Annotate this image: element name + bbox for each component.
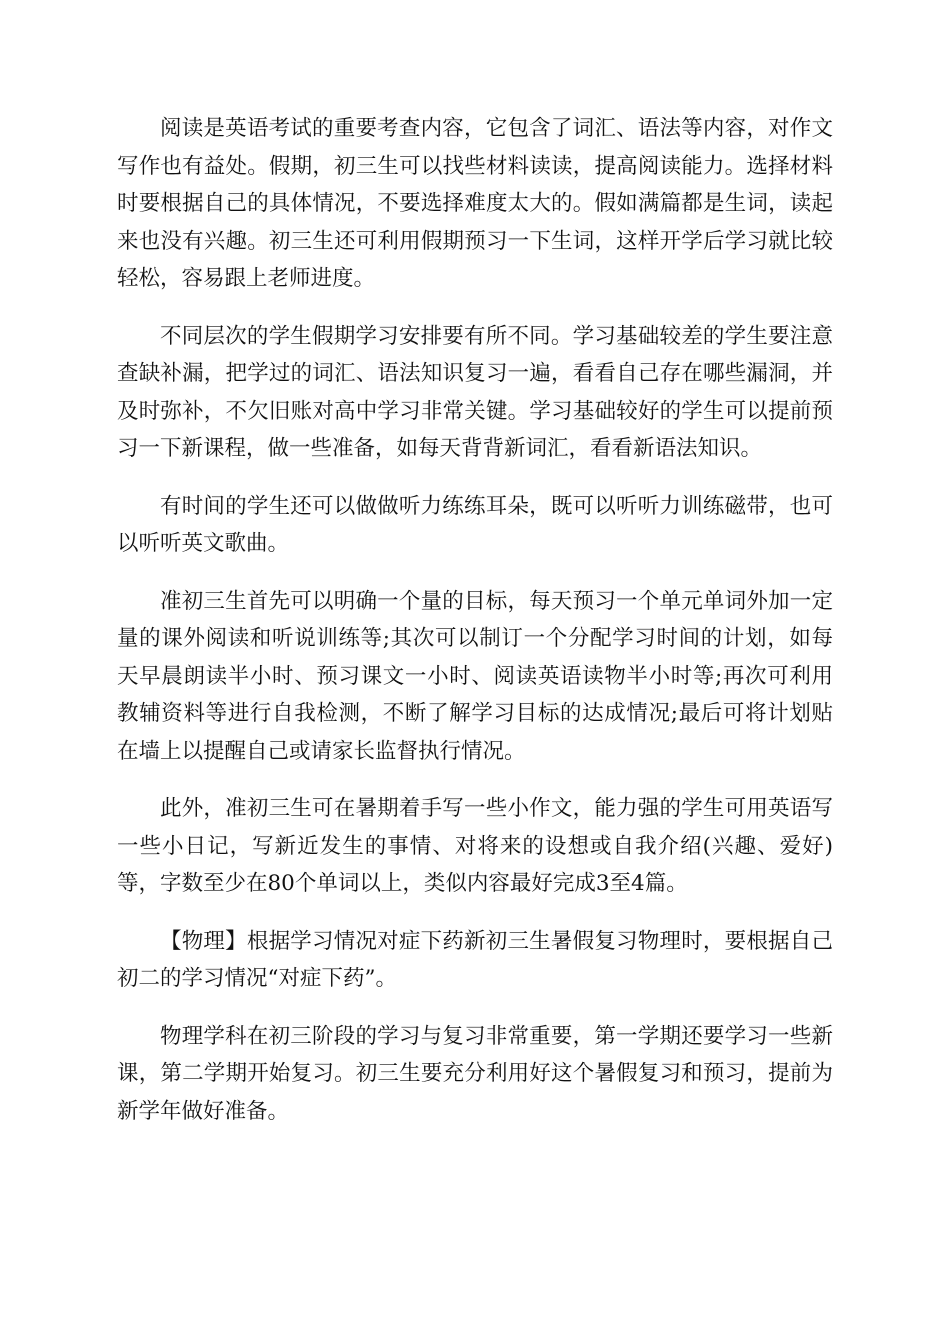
paragraph-physics-heading: 【物理】根据学习情况对症下药新初三生暑假复习物理时，要根据自己初二的学习情况“对症下药”。 xyxy=(117,928,833,991)
paragraph-study-levels: 不同层次的学生假期学习安排要有所不同。学习基础较差的学生要注意查缺补漏，把学过的词汇、语法知识复习一遍，看看自己存在哪些漏洞，并及时弥补，不欠旧账对高中学习非常关键。学习基础较好的学生可以提前预习一下新课程，做一些准备，如每天背背新词汇，看看新语法知识。 xyxy=(117,323,833,461)
paragraph-listening: 有时间的学生还可以做做听力练练耳朵，既可以听听力训练磁带，也可以听听英文歌曲。 xyxy=(117,493,833,556)
paragraph-english-reading: 阅读是英语考试的重要考查内容，它包含了词汇、语法等内容，对作文写作也有益处。假期，初三生可以找些材料读读，提高阅读能力。选择材料时要根据自己的具体情况，不要选择难度太大的。假如满篇都是生词，读起来也没有兴趣。初三生还可利用假期预习一下生词，这样开学后学习就比较轻松，容易跟上老师进度。 xyxy=(117,116,833,291)
paragraph-writing: 此外，准初三生可在暑期着手写一些小作文，能力强的学生可用英语写一些小日记，写新近发生的事情、对将来的设想或自我介绍(兴趣、爱好)等，字数至少在80个单词以上，类似内容最好完成3至4篇。 xyxy=(117,796,833,896)
paragraph-physics-importance: 物理学科在初三阶段的学习与复习非常重要，第一学期还要学习一些新课，第二学期开始复习。初三生要充分利用好这个暑假复习和预习，提前为新学年做好准备。 xyxy=(117,1023,833,1124)
paragraph-study-plan: 准初三生首先可以明确一个量的目标，每天预习一个单元单词外加一定量的课外阅读和听说训练等;其次可以制订一个分配学习时间的计划，如每天早晨朗读半小时、预习课文一小时、阅读英语读物半小时等;再次可利用教辅资料等进行自我检测，不断了解学习目标的达成情况;最后可将计划贴在墙上以提醒自己或请家长监督执行情况。 xyxy=(117,588,833,764)
document-body xyxy=(117,110,833,1150)
